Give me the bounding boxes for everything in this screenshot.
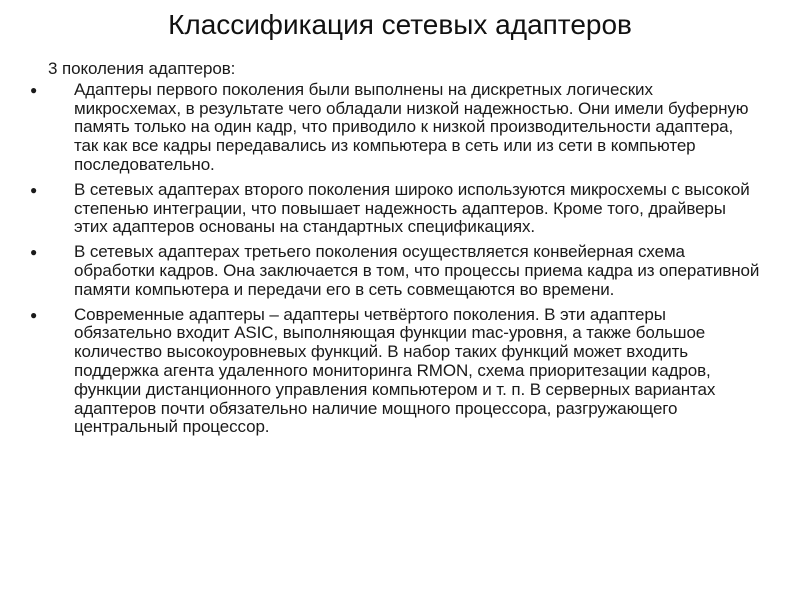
- bullet-list: [30, 79, 760, 437]
- bullet-item-third-generation: [30, 242, 760, 299]
- bullet-text: Современные адаптеры – адаптеры четвёртого поколения. В эти адаптеры обязательно входит ASIC, выполняющая функции mac-уровня, а также большое количество высокоуровневых функций. В набор таких функций может входить поддержка агента удаленного мониторинга RMON, схема приоритезации кадров, функции дистанционного управления компьютером и т. п. В серверных вариантах адаптеров почти обязательно наличие мощного процессора, разгружающего центральный процессор.: [74, 304, 716, 437]
- slide-content: [30, 59, 760, 443]
- bullet-icon: ●: [30, 82, 38, 97]
- bullet-text: Адаптеры первого поколения были выполнены на дискретных логических микросхемах, в результате чего обладали низкой надежностью. Они имели буферную память только на один кадр, что приводило к низкой производительности адаптера, так как все кадры передавались из компьютера в сеть или из сети в компьютер последовательно.: [74, 79, 749, 174]
- bullet-icon: ●: [30, 245, 38, 260]
- bullet-text: В сетевых адаптерах третьего поколения осуществляется конвейерная схема обработки кадров. Она заключается в том, что процессы приема кадра из оперативной памяти компьютера и передачи его в сеть совмещаются во времени.: [74, 242, 760, 299]
- bullet-text: В сетевых адаптерах второго поколения широко используются микросхемы с высокой степенью интеграции, что повышает надежность адаптеров. Кроме того, драйверы этих адаптеров основаны на стандартных спецификациях.: [74, 179, 750, 237]
- bullet-item-fourth-generation: [30, 304, 760, 438]
- intro-text: 3 поколения адаптеров:: [48, 59, 236, 78]
- bullet-item-first-generation: [30, 79, 760, 175]
- bullet-item-second-generation: [30, 179, 760, 237]
- slide-title: Классификация сетевых адаптеров: [168, 9, 632, 40]
- bullet-icon: ●: [30, 182, 38, 197]
- bullet-icon: ●: [30, 307, 38, 322]
